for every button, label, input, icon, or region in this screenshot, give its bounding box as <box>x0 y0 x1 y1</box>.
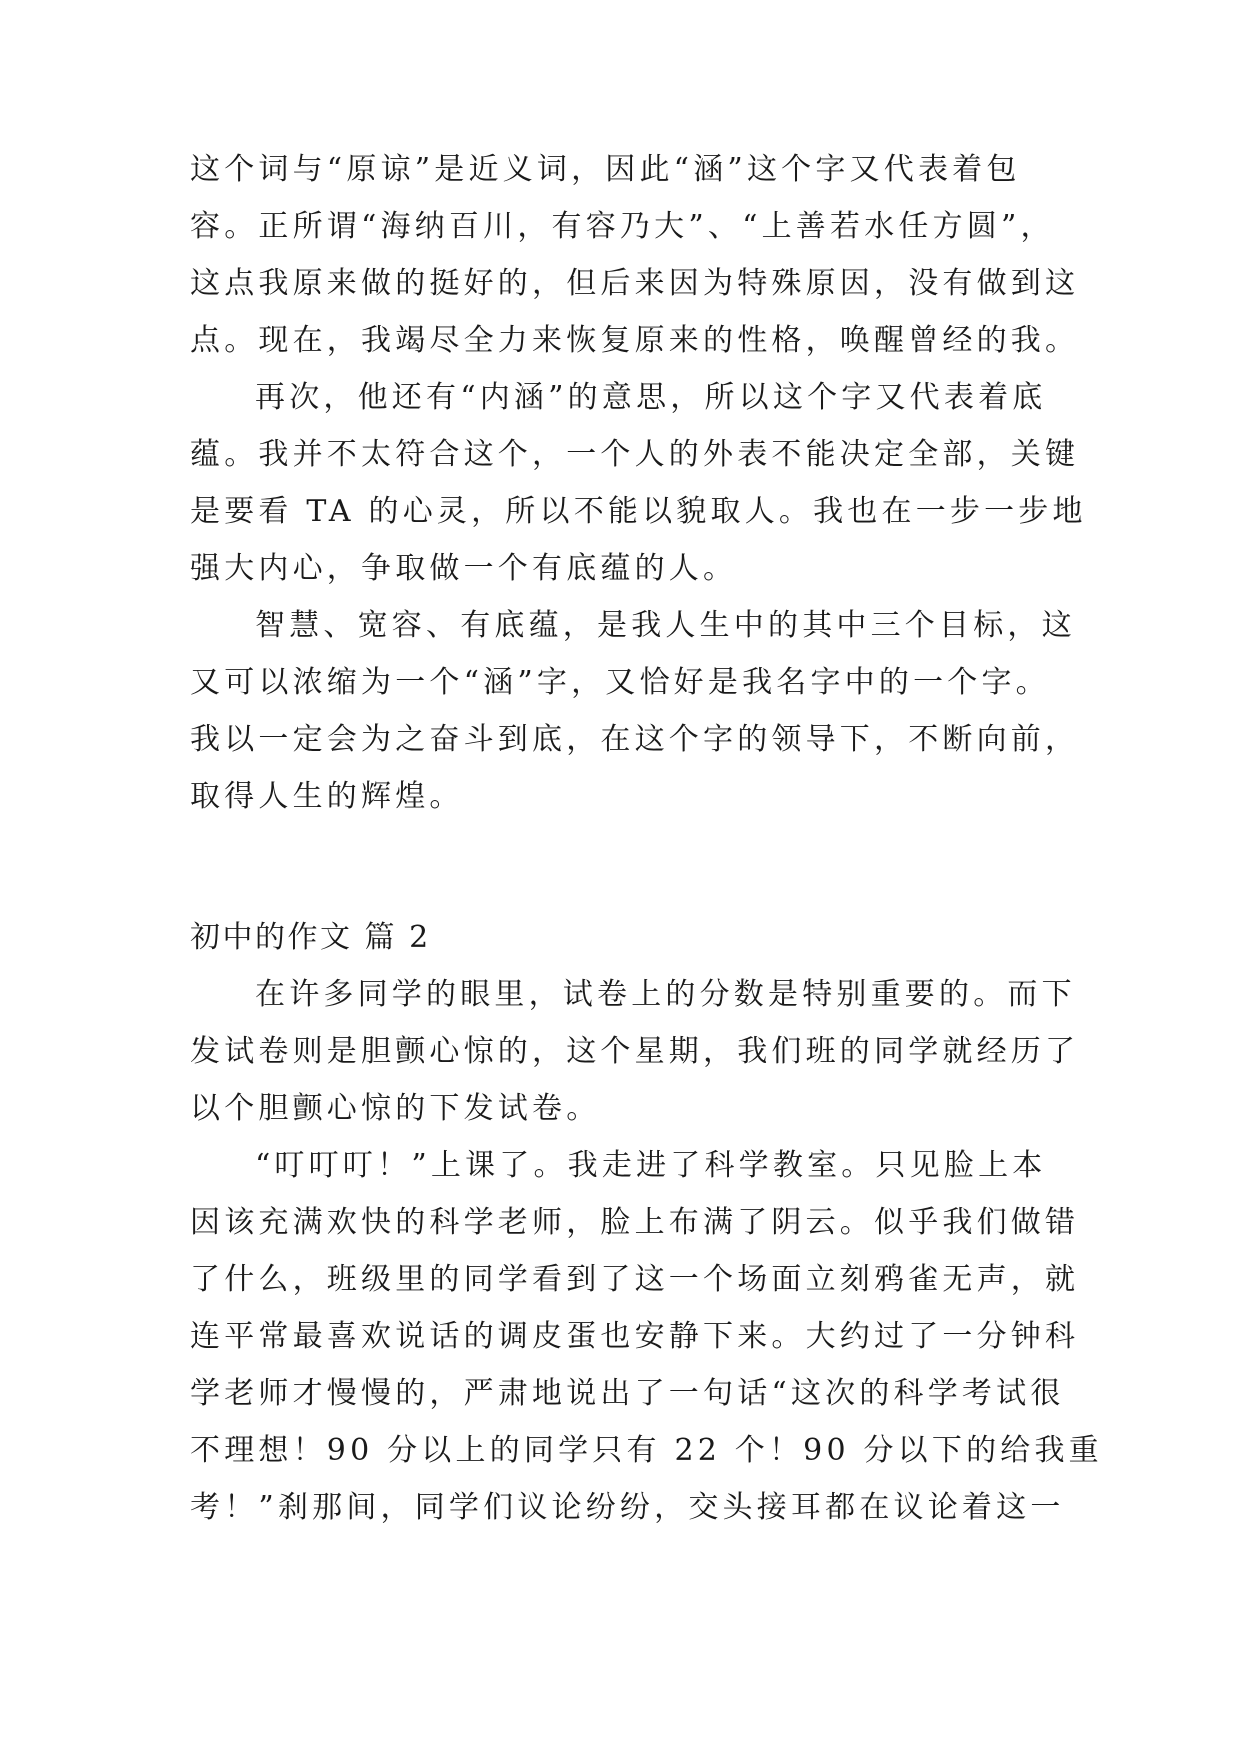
text-line: 考！”刹那间，同学们议论纷纷，交头接耳都在议论着这一 <box>190 1490 1065 1525</box>
text-line: 取得人生的辉煌。 <box>190 779 464 814</box>
text-line: 我以一定会为之奋斗到底，在这个字的领导下，不断向前， <box>190 722 1080 757</box>
text-line: 点。现在，我竭尽全力来恢复原来的性格，唤醒曾经的我。 <box>190 323 1080 358</box>
text-line: 连平常最喜欢说话的调皮蛋也安静下来。大约过了一分钟科 <box>190 1319 1080 1354</box>
text-line: 这点我原来做的挺好的，但后来因为特殊原因，没有做到这 <box>190 266 1080 301</box>
paragraph-first-line: 智慧、宽容、有底蕴，是我人生中的其中三个目标，这 <box>255 608 1076 643</box>
text-line: 以个胆颤心惊的下发试卷。 <box>190 1091 601 1126</box>
text-line: 因该充满欢快的科学老师，脸上布满了阴云。似乎我们做错 <box>190 1205 1080 1240</box>
text-line: 蕴。我并不太符合这个，一个人的外表不能决定全部，关键 <box>190 437 1080 472</box>
paragraph-first-line: “叮叮叮！”上课了。我走进了科学教室。只见脸上本 <box>255 1148 1047 1183</box>
section-heading: 初中的作文 篇 2 <box>190 920 431 955</box>
text-line: 容。正所谓“海纳百川，有容乃大”、“上善若水任方圆”， <box>190 209 1055 244</box>
text-line: 强大内心，争取做一个有底蕴的人。 <box>190 551 738 586</box>
text-line: 了什么，班级里的同学看到了这一个场面立刻鸦雀无声，就 <box>190 1262 1080 1297</box>
text-line: 不理想！90 分以上的同学只有 22 个！90 分以下的给我重 <box>190 1433 1103 1468</box>
text-line: 发试卷则是胆颤心惊的，这个星期，我们班的同学就经历了 <box>190 1034 1080 1069</box>
text-line: 这个词与“原谅”是近义词，因此“涵”这个字又代表着包 <box>190 152 1021 187</box>
text-line: 是要看 TA 的心灵，所以不能以貌取人。我也在一步一步地 <box>190 494 1087 529</box>
text-line: 学老师才慢慢的，严肃地说出了一句话“这次的科学考试很 <box>190 1376 1065 1411</box>
paragraph-first-line: 再次，他还有“内涵”的意思，所以这个字又代表着底 <box>255 380 1047 415</box>
paragraph-first-line: 在许多同学的眼里，试卷上的分数是特别重要的。而下 <box>255 977 1076 1012</box>
text-line: 又可以浓缩为一个“涵”字，又恰好是我名字中的一个字。 <box>190 665 1050 700</box>
